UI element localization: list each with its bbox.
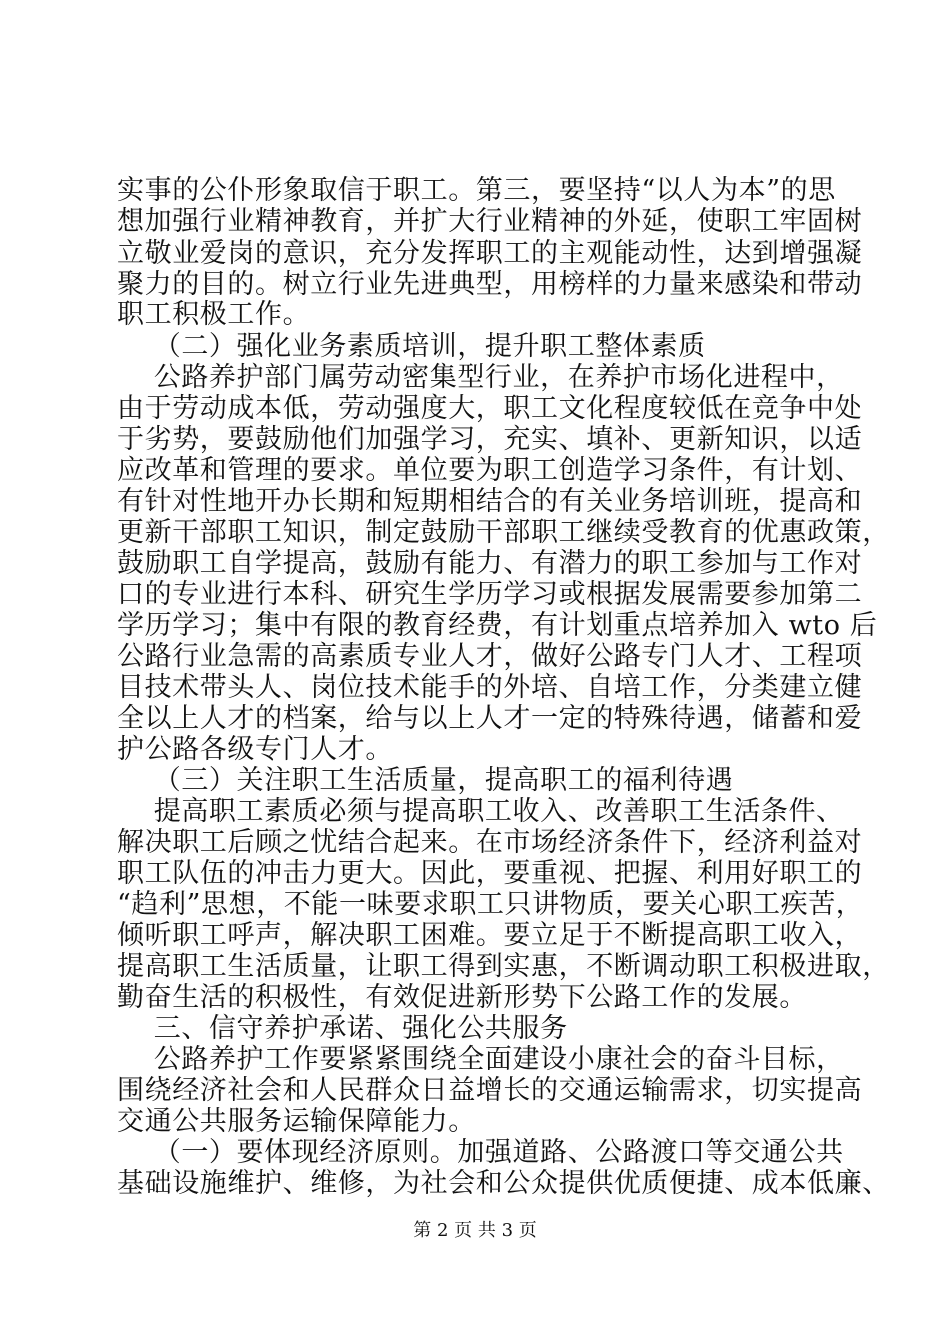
section-heading-main-3: 三、信守养护承诺、强化公共服务 [117,1013,568,1044]
text-line-9: 于劣势，要鼓励他们加强学习，充实、填补、更新知识，以适 [117,424,863,455]
text-line-24: “趋利”思想，不能一味要求职工只讲物质，要关心职工疾苦， [117,889,864,920]
text-line-27: 勤奋生活的积极性，有效促进新形势下公路工作的发展。 [117,982,807,1013]
section-heading-2: （二）强化业务素质培训，提升职工整体素质 [117,331,706,362]
text-line-30: 围绕经济社会和人民群众日益增长的交通运输需求，切实提高 [117,1075,863,1106]
text-line-2: 想加强行业精神教育，并扩大行业精神的外延，使职工牢固树 [117,206,863,237]
text-line-22: 解决职工后顾之忧结合起来。在市场经济条件下，经济利益对 [117,827,863,858]
text-line-33: 基础设施维护、维修，为社会和公众提供优质便捷、成本低廉、 [117,1168,890,1199]
text-line-4: 聚力的目的。树立行业先进典型，用榜样的力量来感染和带动 [117,269,863,300]
text-line-15: 学历学习；集中有限的教育经费，有计划重点培养加入 wto 后 [117,610,878,641]
page-number-footer: 第 2 页 共 3 页 [413,1220,537,1241]
text-line-25: 倾听职工呼声，解决职工困难。要立足于不断提高职工收入， [117,920,863,951]
text-line-5: 职工积极工作。 [117,299,311,330]
text-line-11: 有针对性地开办长期和短期相结合的有关业务培训班，提高和 [117,486,863,517]
text-line-17: 目技术带头人、岗位技术能手的外培、自培工作，分类建立健 [117,672,863,703]
text-line-13: 鼓励职工自学提高，鼓励有能力、有潜力的职工参加与工作对 [117,548,863,579]
text-line-29: 公路养护工作要紧紧围绕全面建设小康社会的奋斗目标， [117,1044,844,1075]
text-line-21: 提高职工素质必须与提高职工收入、改善职工生活条件、 [117,796,844,827]
text-line-16: 公路行业急需的高素质专业人才，做好公路专门人才、工程项 [117,641,863,672]
text-line-7: 公路养护部门属劳动密集型行业，在养护市场化进程中， [117,362,844,393]
text-line-18: 全以上人才的档案，给与以上人才一定的特殊待遇，储蓄和爱 [117,703,863,734]
text-line-3: 立敬业爱岗的意识，充分发挥职工的主观能动性，达到增强凝 [117,238,863,269]
text-line-23: 职工队伍的冲击力更大。因此，要重视、把握、利用好职工的 [117,858,863,889]
text-line-12: 更新干部职工知识，制定鼓励干部职工继续受教育的优惠政策， [117,517,890,548]
text-line-19: 护公路各级专门人才。 [117,734,393,765]
text-line-32: （一）要体现经济原则。加强道路、公路渡口等交通公共 [117,1137,844,1168]
text-line-31: 交通公共服务运输保障能力。 [117,1106,476,1137]
text-line-1: 实事的公仆形象取信于职工。第三，要坚持“以人为本”的思 [117,175,836,206]
text-line-10: 应改革和管理的要求。单位要为职工创造学习条件，有计划、 [117,455,863,486]
text-line-14: 口的专业进行本科、研究生学历学习或根据发展需要参加第二 [117,579,863,610]
text-line-8: 由于劳动成本低，劳动强度大，职工文化程度较低在竞争中处 [117,393,863,424]
text-line-26: 提高职工生活质量，让职工得到实惠，不断调动职工积极进取， [117,951,890,982]
section-heading-3: （三）关注职工生活质量，提高职工的福利待遇 [117,765,734,796]
